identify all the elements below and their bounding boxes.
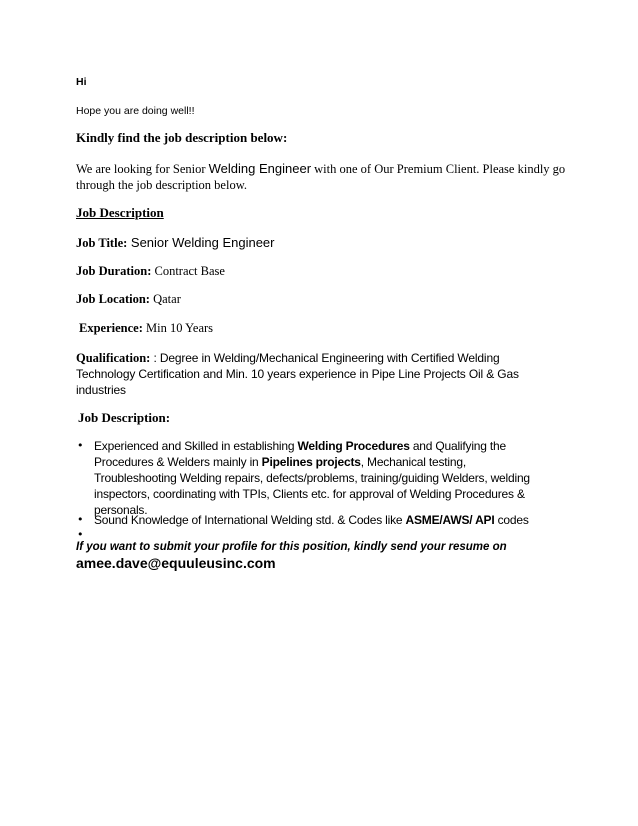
description-role: Welding Engineer <box>208 161 312 176</box>
bullet-text: , Mechanical testing, <box>360 455 466 469</box>
job-title-label: Job Title: <box>76 236 128 250</box>
bullet-icon: • <box>77 439 84 452</box>
job-location-value: Qatar <box>149 292 181 306</box>
bullet-emphasis: Pipelines projects <box>261 455 361 469</box>
bullet-1-line-5: personals. <box>94 503 148 517</box>
description-line-2: through the job description below. <box>76 178 248 192</box>
bullet-emphasis: ASME/AWS/ API <box>405 513 495 527</box>
job-duration-label: Job Duration: <box>76 264 152 278</box>
qualification-label: Qualification: <box>76 351 151 365</box>
cta-text: If you want to submit your profile for this position, kindly send your resume on <box>76 541 507 553</box>
bullet-text: Procedures & Welders mainly in <box>94 455 262 469</box>
job-description-label: Job Description: <box>78 410 171 425</box>
qualification-line-1 <box>76 351 500 366</box>
bullet-1-line-4: inspectors, coordinating with TPIs, Clients etc. for approval of Welding Procedures & <box>94 487 525 501</box>
greeting: Hi <box>76 76 87 88</box>
bullet-1-line-2 <box>94 455 466 469</box>
qualification-line-2: Technology Certification and Min. 10 years experience in Pipe Line Projects Oil & Gas <box>76 367 519 381</box>
bullet-text: Sound Knowledge of International Welding std. & Codes like <box>94 513 406 527</box>
experience-value: Min 10 Years <box>142 321 214 335</box>
bullet-text: Experienced and Skilled in establishing <box>94 439 298 453</box>
experience-label: Experience: <box>79 321 143 335</box>
job-duration-field <box>76 264 225 279</box>
description-text: with one of Our Premium Client. Please kindly go <box>311 162 566 176</box>
description-text: We are looking for Senior <box>76 162 209 176</box>
bullet-icon: • <box>77 513 84 526</box>
bullet-1-line-3: Troubleshooting Welding repairs, defects/problems, training/guiding Welders, welding <box>94 471 530 485</box>
bullet-1-line-1 <box>94 439 506 453</box>
section-title: Job Description <box>76 205 164 220</box>
bullet-2-line-1 <box>94 513 529 527</box>
intro-text: Hope you are doing well!! <box>76 105 195 117</box>
job-location-field <box>76 292 181 307</box>
experience-field <box>79 321 213 336</box>
qualification-line-3: industries <box>76 383 126 397</box>
job-title-value: Senior Welding Engineer <box>127 235 275 250</box>
bullet-text: codes <box>494 513 529 527</box>
qualification-text: : Degree in Welding/Mechanical Engineering with Certified Welding <box>150 351 500 365</box>
bullet-text: and Qualifying the <box>409 439 506 453</box>
bullet-icon: • <box>77 528 84 541</box>
heading: Kindly find the job description below: <box>76 130 288 145</box>
job-location-label: Job Location: <box>76 292 150 306</box>
job-title-field <box>76 235 274 251</box>
description-line-1 <box>76 161 565 177</box>
bullet-emphasis: Welding Procedures <box>297 439 410 453</box>
job-duration-value: Contract Base <box>151 264 225 278</box>
contact-email[interactable]: amee.dave@equuleusinc.com <box>76 555 276 571</box>
